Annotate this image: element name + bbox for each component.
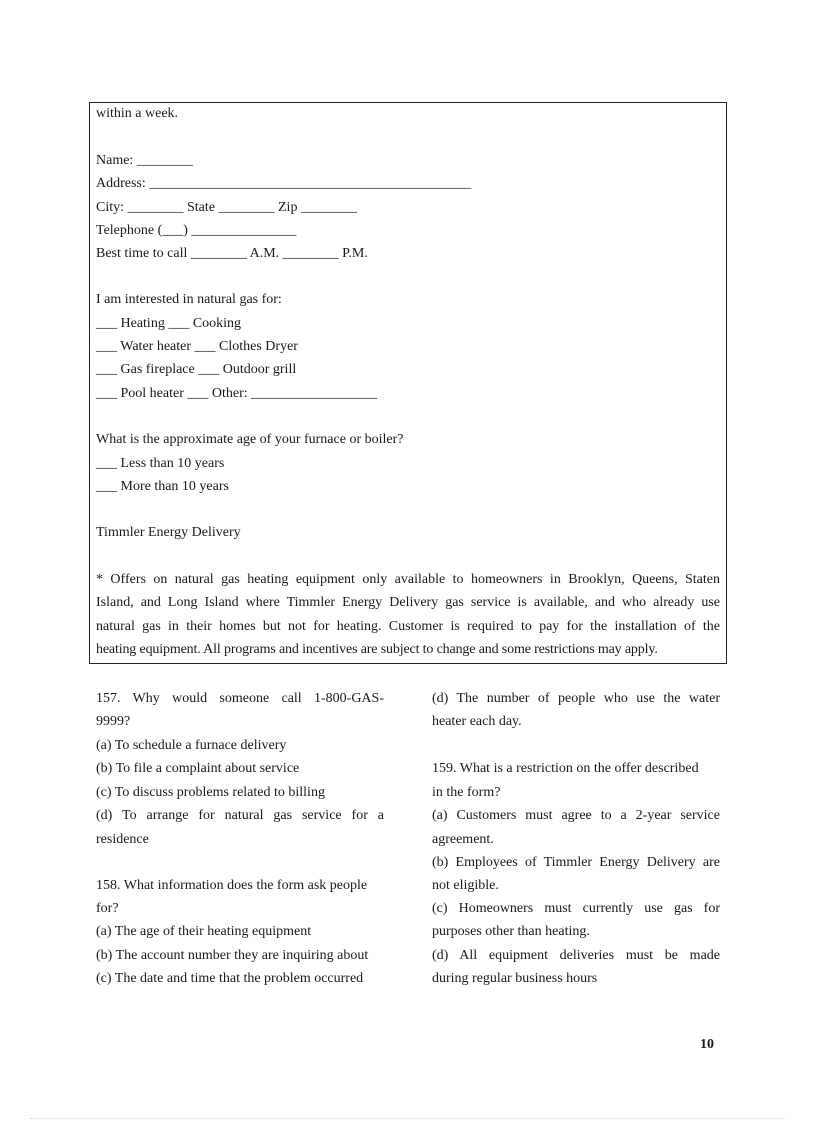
form-intro-line: within a week. (96, 106, 179, 121)
question-158-option-c: (c) The date and time that the problem occurred (96, 971, 364, 986)
address-field: Address: ______________________________________________ (96, 176, 472, 191)
question-157-option-a: (a) To schedule a furnace delivery (96, 738, 287, 753)
question-159-option-b: not eligible. (432, 878, 499, 893)
telephone-field: Telephone (___) _______________ (96, 223, 297, 238)
interest-heading: I am interested in natural gas for: (96, 292, 282, 307)
age-option: ___ More than 10 years (96, 479, 229, 494)
question-157-option-d: residence (96, 832, 149, 847)
question-157-option-b: (b) To file a complaint about service (96, 761, 300, 776)
question-157-option-d: (d) To arrange for natural gas service for a (96, 808, 384, 823)
question-158-option-d: (d) The number of people who use the water (432, 691, 720, 706)
footnote-line: * Offers on natural gas heating equipment only available to homeowners in Brooklyn, Queens, Staten (96, 572, 720, 587)
footnote-line: natural gas in their homes but not for heating. Customer is required to pay for the installation of the (96, 619, 720, 634)
question-158-option-b: (b) The account number they are inquiring about (96, 948, 369, 963)
question-159-option-b: (b) Employees of Timmler Energy Delivery are (432, 855, 720, 870)
question-157-stem: 157. Why would someone call 1-800-GAS- (96, 691, 384, 706)
question-157-option-c: (c) To discuss problems related to billing (96, 785, 325, 800)
age-question: What is the approximate age of your furnace or boiler? (96, 432, 404, 447)
interest-option: ___ Heating ___ Cooking (96, 316, 242, 331)
footer-divider (30, 1118, 786, 1119)
company-name: Timmler Energy Delivery (96, 525, 241, 540)
question-158-stem: for? (96, 901, 119, 916)
interest-option: ___ Gas fireplace ___ Outdoor grill (96, 362, 297, 377)
footnote-line: Island, and Long Island where Timmler Energy Delivery gas service is available, and who already use (96, 595, 720, 610)
question-158-option-a: (a) The age of their heating equipment (96, 924, 312, 939)
question-159-stem: 159. What is a restriction on the offer described (432, 761, 699, 776)
question-158-option-d: heater each day. (432, 714, 522, 729)
interest-option: ___ Pool heater ___ Other: __________________ (96, 386, 378, 401)
question-157-stem: 9999? (96, 714, 131, 729)
page-number: 10 (700, 1037, 714, 1052)
interest-option: ___ Water heater ___ Clothes Dryer (96, 339, 298, 354)
question-159-option-d: (d) All equipment deliveries must be made (432, 948, 720, 963)
question-158-stem: 158. What information does the form ask people (96, 878, 368, 893)
question-159-option-a: agreement. (432, 832, 494, 847)
best-time-field: Best time to call ________ A.M. ________ P.M. (96, 246, 368, 261)
age-option: ___ Less than 10 years (96, 456, 225, 471)
question-159-stem: in the form? (432, 785, 501, 800)
footnote-line: heating equipment. All programs and incentives are subject to change and some restrictions may apply. (96, 642, 658, 657)
name-field: Name: ________ (96, 153, 193, 168)
question-159-option-c: (c) Homeowners must currently use gas for (432, 901, 720, 916)
question-159-option-c: purposes other than heating. (432, 924, 590, 939)
city-state-zip-field: City: ________ State ________ Zip ________ (96, 200, 357, 215)
question-159-option-a: (a) Customers must agree to a 2-year service (432, 808, 720, 823)
question-159-option-d: during regular business hours (432, 971, 598, 986)
